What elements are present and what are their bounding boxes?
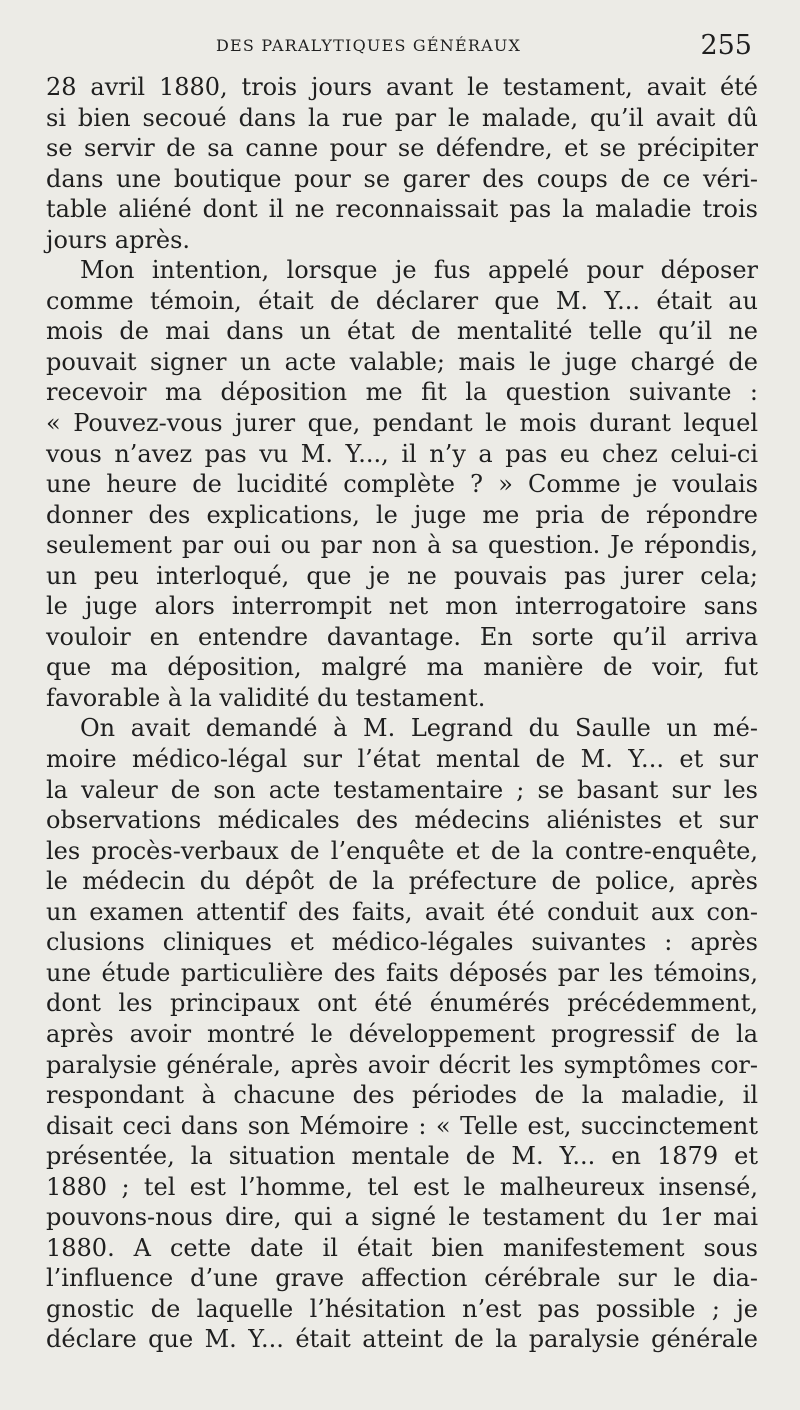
text-line: jours après. [46,225,191,254]
text-line: mois de mai dans un état de mentalité telle qu’il ne [46,317,758,346]
paragraph-start-line: On avait demandé à M. Legrand du Saulle un mé- [80,714,758,743]
body-text [46,72,758,1355]
text-line: respondant à chacune des périodes de la maladie, il [46,1081,758,1110]
text-line: « Pouvez-vous jurer que, pendant le mois durant lequel [46,409,758,438]
text-line: les procès-verbaux de l’enquête et de la contre-enquête, [46,836,758,865]
page-number: 255 [700,30,752,61]
text-line: comme témoin, était de déclarer que M. Y... était au [46,286,758,315]
show-through-texture [60,1326,720,1366]
text-line: une étude particulière des faits déposés par les témoins, [46,958,758,987]
text-line: l’influence d’une grave affection cérébrale sur le dia- [46,1264,758,1293]
text-line: clusions cliniques et médico-légales suivantes : après [46,928,758,957]
text-line: présentée, la situation mentale de M. Y... en 1879 et [46,1142,758,1171]
text-line: déclare que M. Y... était atteint de la paralysie générale [46,1325,758,1354]
text-line: après avoir montré le développement progressif de la [46,1019,758,1048]
text-line: si bien secoué dans la rue par le malade, qu’il avait dû [46,103,758,132]
text-line: 1880. A cette date il était bien manifestement sous [46,1233,758,1262]
text-line: pouvons-nous dire, qui a signé le testament du 1er mai [46,1203,758,1232]
text-line: recevoir ma déposition me fit la question suivante : [46,378,758,407]
text-line: vous n’avez pas vu M. Y..., il n’y a pas eu chez celui-ci [46,439,758,468]
running-head [0,30,800,66]
paragraph-start-line: Mon intention, lorsque je fus appelé pour déposer [80,256,758,285]
text-line: se servir de sa canne pour se défendre, et se précipiter [46,134,758,163]
text-line: une heure de lucidité complète ? » Comme je voulais [46,470,758,499]
text-line: 1880 ; tel est l’homme, tel est le malheureux insensé, [46,1172,758,1201]
text-line: paralysie générale, après avoir décrit les symptômes cor- [46,1050,758,1079]
text-line: gnostic de laquelle l’hésitation n’est pas possible ; je [46,1294,758,1323]
text-line: 28 avril 1880, trois jours avant le testament, avait été [46,73,758,101]
text-line: disait ceci dans son Mémoire : « Telle est, succinctement [46,1111,758,1140]
text-line: le médecin du dépôt de la préfecture de police, après [46,867,758,896]
running-title: DES PARALYTIQUES GÉNÉRAUX [216,36,522,55]
text-line: seulement par oui ou par non à sa question. Je répondis, [46,531,758,560]
text-line: table aliéné dont il ne reconnaissait pas la maladie trois [46,195,758,224]
text-line: favorable à la validité du testament. [46,683,486,712]
text-line: dont les principaux ont été énumérés précédemment, [46,989,758,1018]
text-line: un examen attentif des faits, avait été conduit aux con- [46,897,758,926]
text-line: observations médicales des médecins aliénistes et sur [46,806,758,835]
text-line: donner des explications, le juge me pria de répondre [46,500,758,529]
text-line: un peu interloqué, que je ne pouvais pas jurer cela; [46,561,758,590]
text-line: pouvait signer un acte valable; mais le juge chargé de [46,347,758,376]
text-line: la valeur de son acte testamentaire ; se basant sur les [46,775,758,804]
text-line: dans une boutique pour se garer des coups de ce véri- [46,164,758,193]
text-line: que ma déposition, malgré ma manière de voir, fut [46,653,758,682]
text-line: le juge alors interrompit net mon interrogatoire sans [46,592,758,621]
text-line: vouloir en entendre davantage. En sorte qu’il arriva [46,622,758,651]
text-line: moire médico-légal sur l’état mental de M. Y... et sur [46,745,758,774]
